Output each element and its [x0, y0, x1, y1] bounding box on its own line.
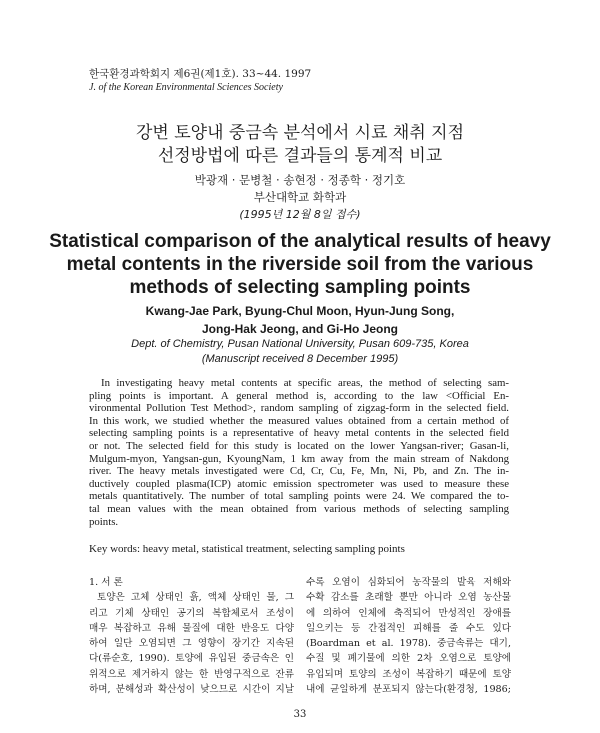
- abstract-line: metals quantitatively. The number of total sampling points were 24. We compared the to-: [89, 490, 509, 503]
- korean-title-line: 선정방법에 따른 결과들의 통계적 비교: [157, 146, 443, 166]
- abstract-line: pling points is important. A general method is, according to the law <Official En-: [89, 389, 509, 402]
- korean-title-line: 강변 토양내 중금속 분석에서 시료 채취 지점: [135, 123, 465, 143]
- keywords: Key words: heavy metal, statistical treatment, selecting sampling points: [89, 543, 405, 555]
- body-line: 유입되며 토양의 조성이 복잡하기 때문에 토양: [306, 668, 511, 680]
- body-line: 다(류순호, 1990). 토양에 유입된 중금속은 인: [89, 653, 294, 665]
- abstract-line: In investigating heavy metal contents at specific areas, the method of selecting sam-: [101, 377, 509, 389]
- body-line: 하여 일단 오염되면 그 영향이 장기간 지속된: [89, 638, 294, 650]
- abstract-line: Mulgum-myon, Yangsan-gun, KyoungNam, 1 km away from the main stream of Nakdong: [89, 452, 509, 465]
- english-received-date: (Manuscript received 8 December 1995): [201, 353, 399, 365]
- korean-authors: 박광재 · 문병철 · 송현정 · 정종학 · 정기호: [194, 173, 406, 187]
- english-title-line: Statistical comparison of the analytical results of heavy: [49, 231, 551, 252]
- english-authors-line: Jong-Hak Jeong, and Gi-Ho Jeong: [201, 322, 398, 336]
- english-affiliation-block: [0, 337, 600, 367]
- abstract-line: points.: [89, 515, 119, 528]
- abstract: [89, 377, 509, 528]
- korean-title: [0, 122, 600, 168]
- journal-citation-korean: 한국환경과학회지 제6권(제1호). 33~44. 1997: [89, 68, 312, 80]
- body-line: 일으키는 등 간접적인 피해를 줄 수도 있다: [306, 622, 511, 634]
- body-line: 수확 감소를 초래할 뿐만 아니라 오염 농산물: [306, 592, 511, 604]
- abstract-line: tal mean values with the mean obtained from various methods of selecting sampling: [89, 502, 509, 515]
- korean-authors-block: [0, 172, 600, 206]
- abstract-line: ductively coupled plasma(ICP) atomic emission spectrometer was used to measure these: [89, 477, 509, 490]
- english-authors-line: Kwang-Jae Park, Byung-Chul Moon, Hyun-Jung Song,: [145, 304, 455, 318]
- abstract-line: In this work, we studied whether the measured values obtained from a certain method of: [89, 414, 509, 427]
- body-line: 수록 오염이 심화되어 농작물의 발육 저해와: [306, 577, 511, 588]
- body-line: (Boardman et al. 1978). 중금속류는 대기,: [306, 638, 511, 650]
- right-column: [306, 575, 511, 697]
- korean-affiliation: 부산대학교 화학과: [253, 190, 347, 204]
- abstract-line: selecting sampling points is a representative of heavy metal contents in the selected field: [89, 427, 509, 440]
- english-affiliation: Dept. of Chemistry, Pusan National University, Pusan 609-735, Korea: [131, 338, 469, 350]
- body-line: 토양은 고체 상태인 흙, 액체 상태인 물, 그: [97, 592, 294, 604]
- abstract-line: or not. The selected field for this study is located on the lower Yangsan-river; Gasan-li,: [89, 439, 509, 452]
- body-line: 에 의하여 인체에 축적되어 만성적인 장애를: [306, 607, 511, 619]
- section-heading: 1. 서 론: [89, 577, 123, 588]
- body-line: 내에 균일하게 분포되지 않는다(환경청, 1986;: [306, 684, 511, 696]
- abstract-line: river. The heavy metals investigated were Cd, Cr, Cu, Fe, Mn, Ni, Pb, and Zn. The in-: [89, 465, 509, 478]
- english-title-line: metal contents in the riverside soil from the various: [66, 254, 534, 275]
- body-line: 수질 및 폐기물에 의한 2차 오염으로 토양에: [306, 653, 511, 665]
- abstract-line: vironmental Pollution Test Method>, random sampling of zigzag-form in the selected field.: [89, 402, 509, 415]
- english-title: [0, 230, 600, 299]
- korean-received-date: (1995년 12월 8일 접수): [239, 208, 361, 221]
- body-line: 리고 기체 상태인 공기의 복합체로서 조성이: [89, 607, 294, 619]
- page-number: 33: [293, 709, 307, 720]
- left-column: [89, 575, 294, 697]
- english-authors: [0, 302, 600, 338]
- body-line: 매우 복잡하고 유해 물질에 대한 반응도 다양: [89, 622, 294, 634]
- journal-name-english: J. of the Korean Environmental Sciences Society: [89, 82, 283, 93]
- body-line: 하며, 분해성과 확산성이 낮으므로 시간이 지날: [89, 684, 294, 696]
- english-title-line: methods of selecting sampling points: [129, 277, 471, 298]
- body-line: 위적으로 제거하지 않는 한 반영구적으로 잔류: [89, 668, 294, 680]
